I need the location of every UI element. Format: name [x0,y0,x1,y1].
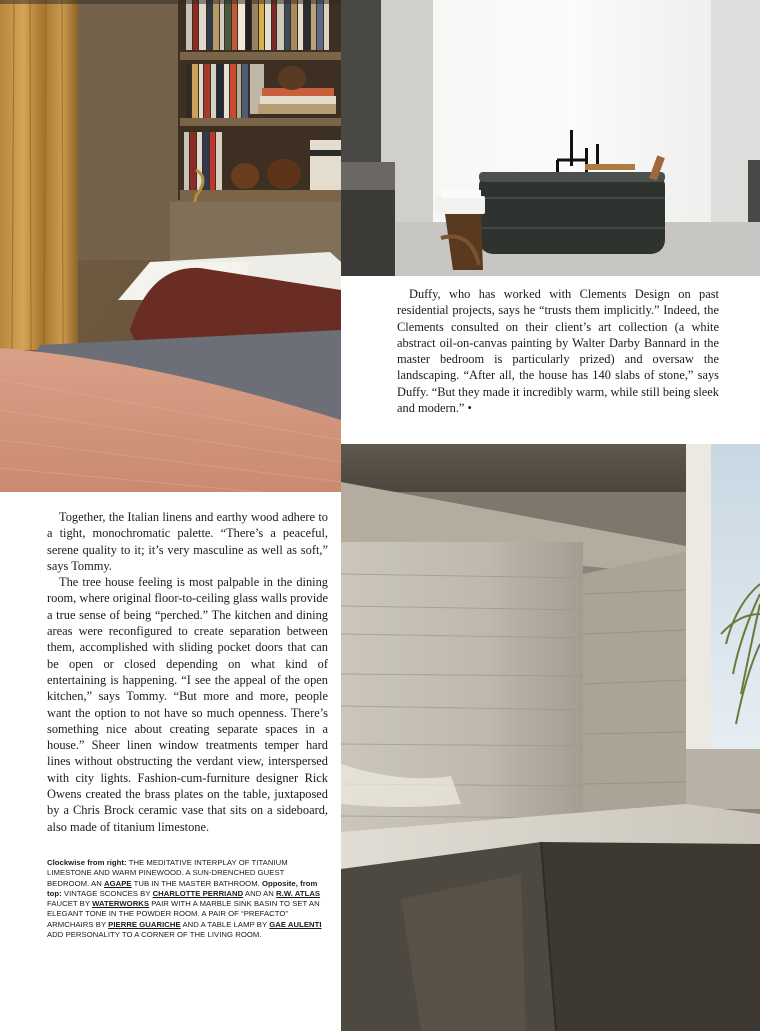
caption-text: THE MEDITATIVE INTERPLAY OF TITANIUM LIMESTONE AND WARM PINEWOOD. A SUN-DRENCHED GUEST BEDROOM. AN [47,858,288,888]
bedroom-photo [0,0,341,492]
powder-room-photo [341,444,760,1031]
brand-link[interactable]: R.W. ATLAS [276,888,321,898]
caption-text: VINTAGE SCONCES BY [61,888,153,898]
caption-text: PAIR WITH A MARBLE SINK BASIN TO SET AN ELEGANT TONE IN THE POWDER ROOM. A PAIR OF “PREFACTO” ARMCHAIRS BY [47,899,320,929]
article-text-left [47,509,328,835]
brand-link[interactable]: GAE AULENTI [269,919,322,929]
bathroom-photo [341,0,760,276]
caption-text: ADD PERSONALITY TO A CORNER OF THE LIVING ROOM. [47,930,262,940]
caption-text: FAUCET BY [47,899,93,909]
brand-link[interactable]: AGAPE [103,878,132,888]
article-text-right [397,286,719,416]
caption-lead: Opposite, from top: [47,878,318,898]
brand-link[interactable]: PIERRE GUARICHE [108,919,181,929]
paragraph: Together, the Italian linens and earthy wood adhere to a tight, monochromatic palette. “There’s a peaceful, serene quality to it; it’s very masculine as well as soft,” says Tommy. [47,510,328,573]
caption-text: AND A TABLE LAMP BY [180,919,270,929]
caption-text: TUB IN THE MASTER BATHROOM. [131,878,263,888]
brand-link[interactable]: WATERWORKS [92,899,150,909]
photo-captions [47,858,327,940]
brand-link[interactable]: CHARLOTTE PERRIAND [152,888,244,898]
caption-lead: Clockwise from right: [47,858,127,867]
paragraph: The tree house feeling is most palpable in the dining room, where original floor-to-ceiling glass walls provide a true sense of being “perched.” The kitchen and dining areas were reconfigured to create separation between them, accomplished with sliding pocket doors that can be open or closed depending on what kind of entertaining is happening. “I see the appeal of the open kitchen,” says Tommy. “But more and more, people want the option to not have so much openness. There’s something nice about creating separate spaces in a house.” Sheer linen window treatments temper hard lines without obstructing the verdant view, interspersed with city lights. Fashion-cum-furniture designer Rick Owens created the brass plates on the table, juxtaposed by a Chris Brock ceramic vase that sits on a sideboard, also made of titanium limestone. [47,575,328,834]
caption-text: AND AN [243,888,277,898]
paragraph: Duffy, who has worked with Clements Design on past residential projects, says he “trusts them implicitly.” Indeed, the Clements consulted on their client’s art collection (a white abstract oil-on-canvas painting by Walter Darby Bannard in the master bedroom is particularly prized) and oversaw the landscaping. “After all, the house has 140 slabs of stone,” says Duffy. “But they made it incredibly warm, while still being sleek and modern.” • [397,287,719,416]
